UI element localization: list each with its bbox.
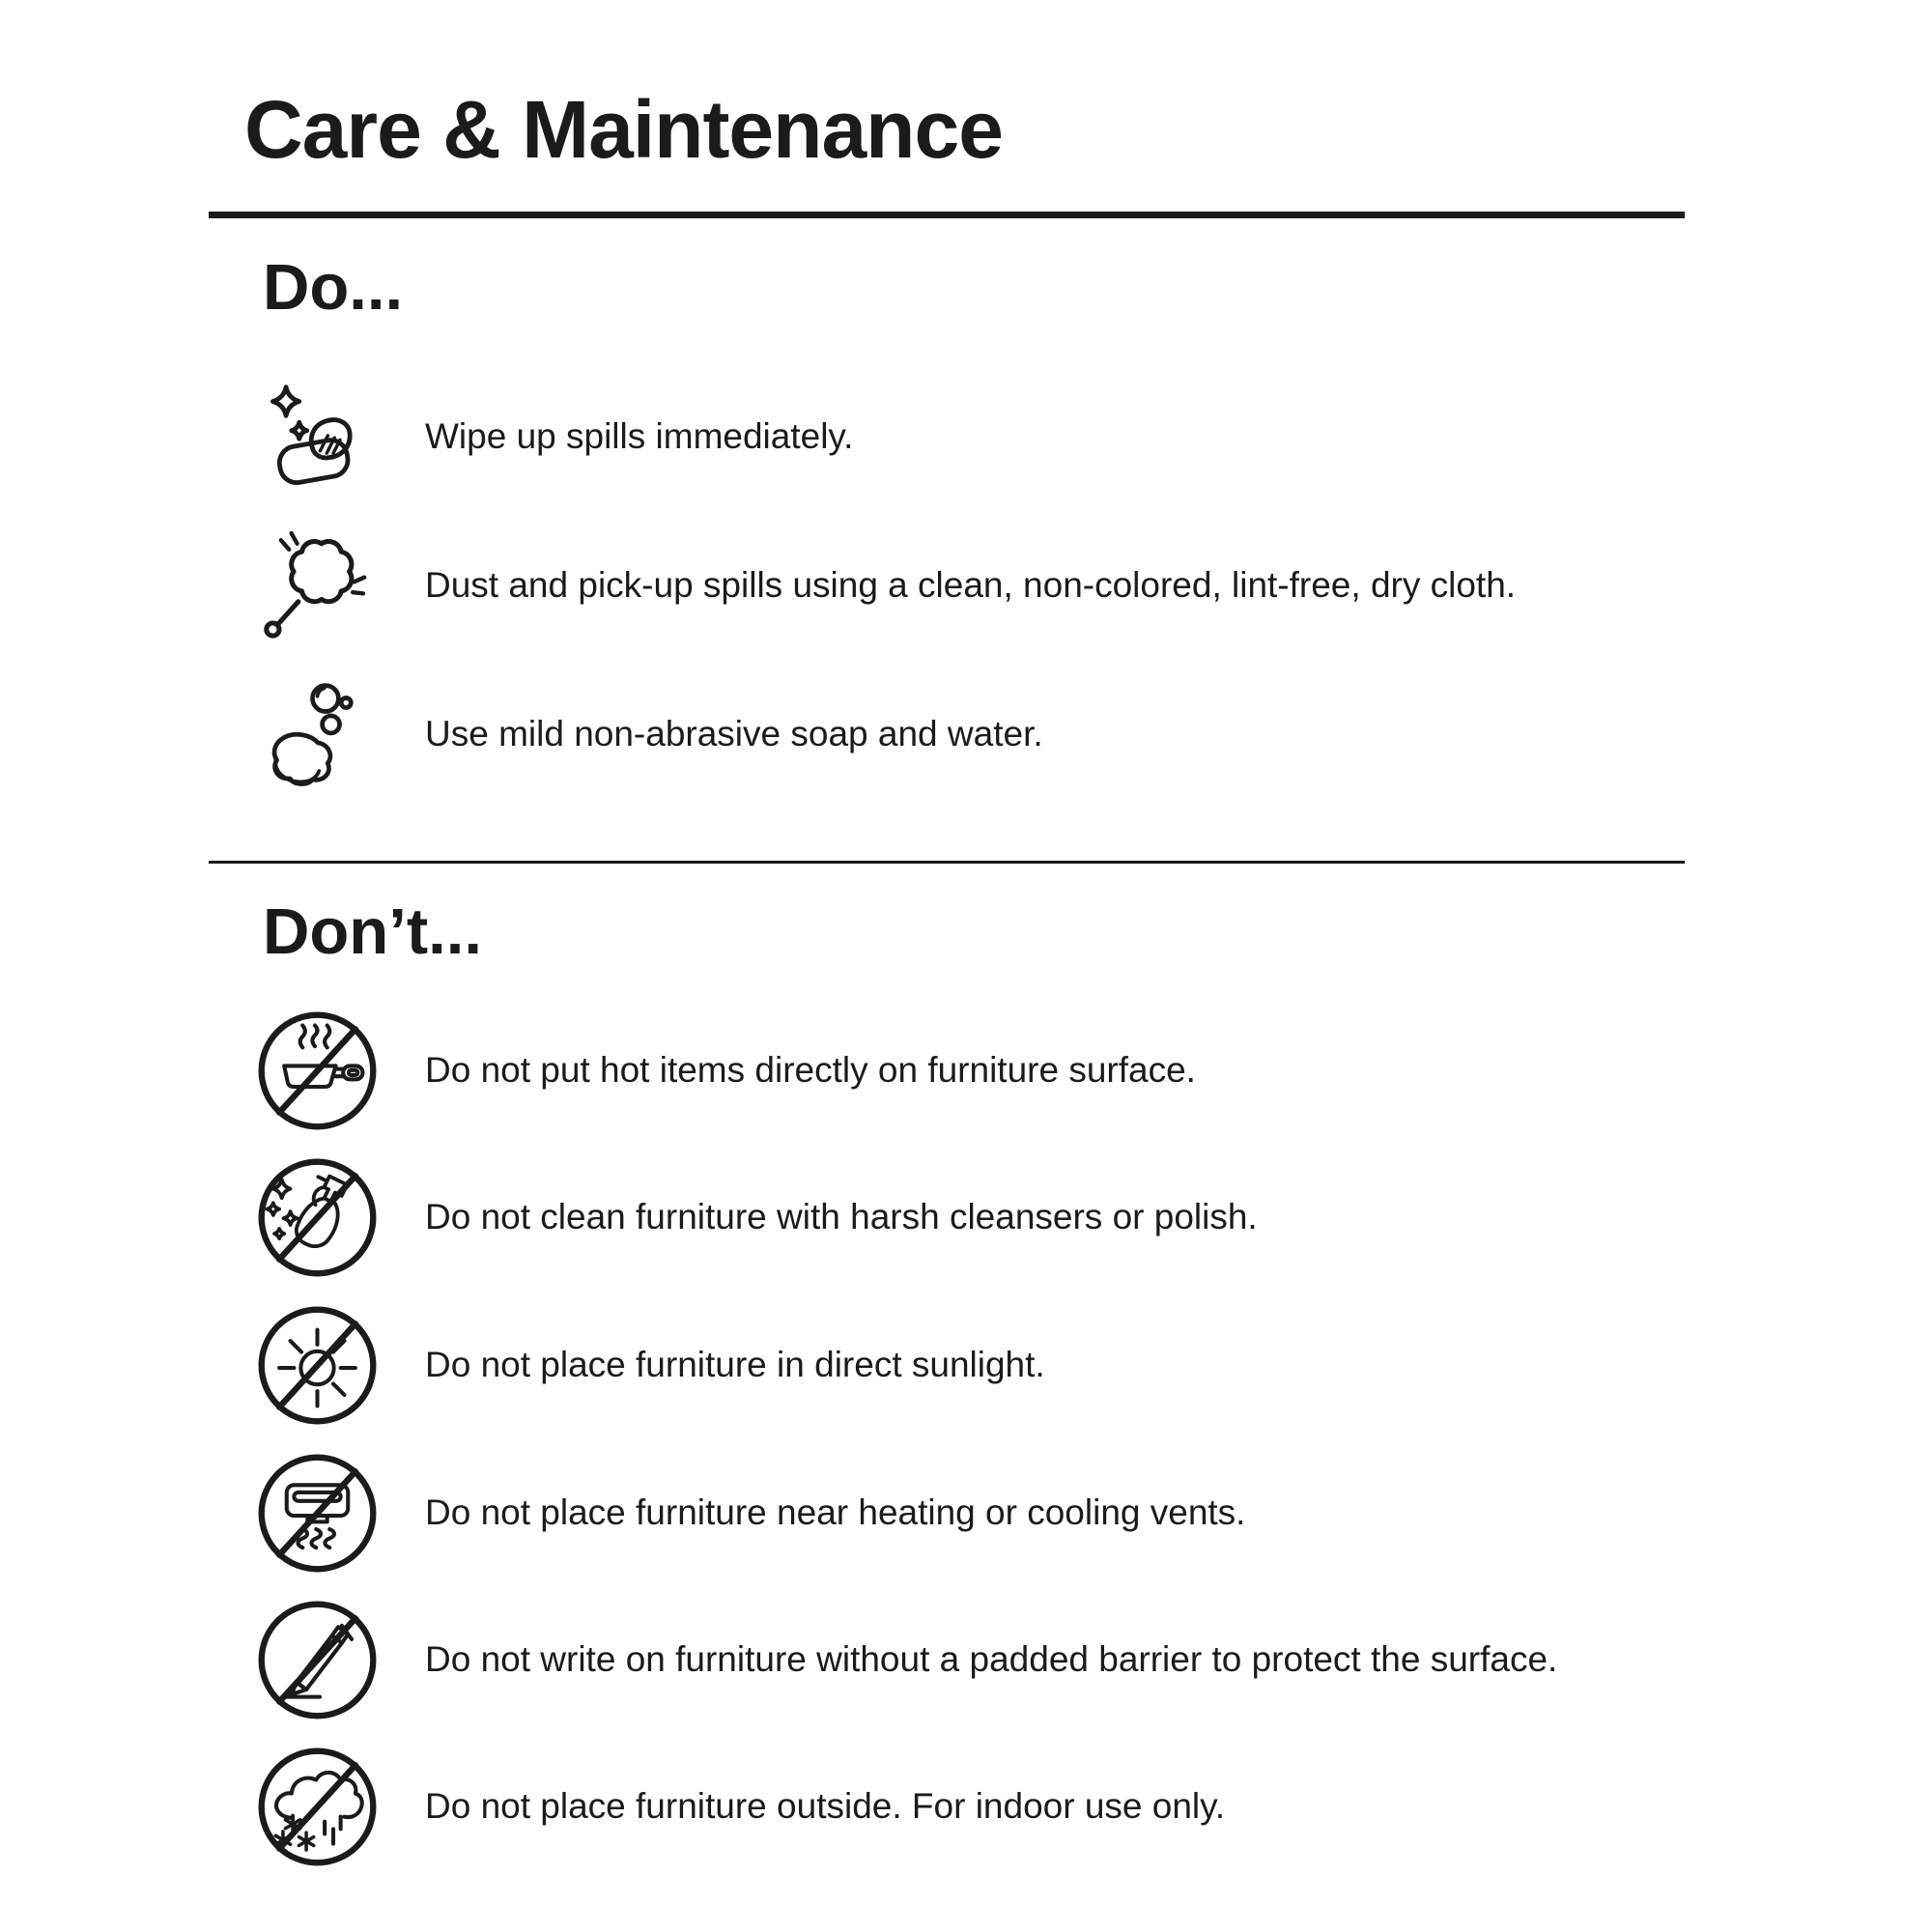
dont-item-text: Do not place furniture near heating or cooling vents. <box>425 1492 1246 1532</box>
wipe-hand-icon <box>254 363 380 510</box>
list-item <box>0 363 1932 510</box>
no-heating-vents-icon <box>254 1439 380 1586</box>
title-divider <box>209 212 1685 218</box>
list-item <box>0 661 1932 808</box>
dont-item-text: Do not place furniture outside. For indoor use only. <box>425 1785 1226 1826</box>
no-writing-icon <box>254 1586 380 1733</box>
list-item <box>0 1733 1932 1880</box>
do-item-text: Dust and pick-up spills using a clean, non-colored, lint-free, dry cloth. <box>425 564 1517 605</box>
list-item <box>0 997 1932 1144</box>
page-title: Care & Maintenance <box>244 84 1003 175</box>
list-item <box>0 1439 1932 1586</box>
do-item-text: Use mild non-abrasive soap and water. <box>425 713 1043 753</box>
no-direct-sunlight-icon <box>254 1292 380 1438</box>
list-item <box>0 1586 1932 1733</box>
do-item-text: Wipe up spills immediately. <box>425 415 854 456</box>
dont-section-heading: Don’t... <box>263 895 483 968</box>
dont-item-text: Do not write on furniture without a padded barrier to protect the surface. <box>425 1638 1558 1679</box>
duster-icon <box>254 512 380 659</box>
dont-item-text: Do not place furniture in direct sunlight. <box>425 1344 1045 1384</box>
no-harsh-cleansers-icon <box>254 1144 380 1291</box>
section-divider <box>209 861 1685 864</box>
dont-item-text: Do not clean furniture with harsh cleansers or polish. <box>425 1196 1258 1236</box>
no-outdoor-use-icon <box>254 1733 380 1880</box>
list-item <box>0 512 1932 659</box>
list-item <box>0 1144 1932 1291</box>
dont-item-text: Do not put hot items directly on furniture surface. <box>425 1049 1196 1090</box>
list-item <box>0 1292 1932 1438</box>
do-section-heading: Do... <box>263 251 404 324</box>
soap-icon <box>254 661 380 808</box>
no-hot-items-icon <box>254 997 380 1144</box>
